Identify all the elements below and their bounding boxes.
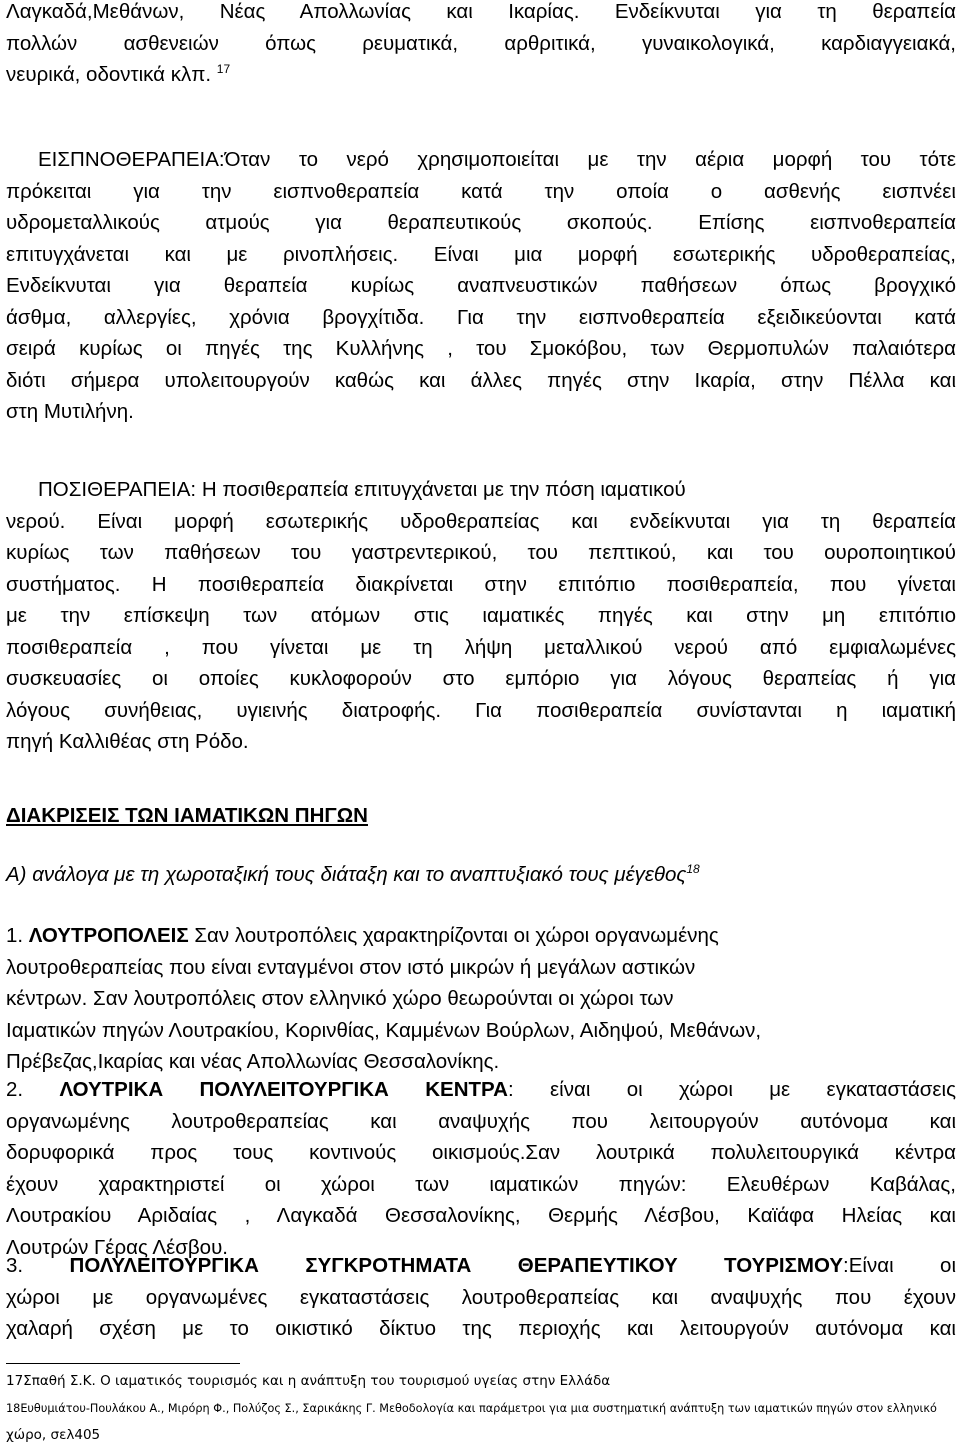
text-line-content: : Η ποσιθεραπεία επιτυγχάνεται με την πόση ιαματικού [190, 478, 686, 501]
list-number: 2. [6, 1078, 60, 1101]
text-line: κέντρων. Σαν λουτροπόλεις στον ελληνικό χώρο θεωρούνται οι χώροι των [6, 987, 674, 1010]
text-line: νερού. Είναι μορφή εσωτερικής υδροθεραπείας και ενδείκνυται για τη θεραπεία [6, 509, 956, 533]
list-number: 1. [6, 924, 29, 947]
text-line: Ενδείκνυται για θεραπεία κυρίως αναπνευστικών παθήσεων όπως βρογχικό [6, 274, 956, 297]
text-line-content: :Είναι οι [843, 1254, 957, 1277]
text-line: χώροι με οργανωμένες εγκαταστάσεις λουτροθεραπείας και αναψυχής που έχουν [6, 1285, 956, 1309]
inhalation-therapy-term: ΕΙΣΠΝΟΘΕΡΑΠΕΙΑ [38, 148, 219, 171]
text-line [6, 920, 956, 952]
footnote-18: 18Ευθυμιάτου-Πουλάκου Α., Μιρόρη Φ., Πολύζος Σ., Σαρικάκης Γ. Μεθοδολογία και παράμετροι για μια συστηματική ανάπτυξη των ιαματικών πηγών στον ελληνικό [6, 1402, 937, 1415]
text-line: πηγή Καλλιθέας στη Ρόδο. [6, 730, 249, 753]
text-line: συσκευασίες οι οποίες κυκλοφορούν στο εμπόριο για λόγους θεραπείας ή για [6, 667, 956, 690]
section-heading: ΔΙΑΚΡΙΣΕΙΣ ΤΩΝ ΙΑΜΑΤΙΚΩΝ ΠΗΓΩΝ [6, 804, 368, 827]
text-line: υδρομεταλλικούς ατμούς για θεραπευτικούς σκοπούς. Επίσης εισπνοθεραπεία [6, 211, 956, 234]
footnote-ref-17: 17 [216, 62, 231, 77]
multifunctional-centres-term: ΛΟΥΤΡΙΚΑ ΠΟΛΥΛΕΙΤΟΥΡΓΙΚΑ ΚΕΝΤΡΑ [59, 1078, 508, 1101]
text-line-content: : είναι οι χώροι με εγκαταστάσεις [507, 1078, 956, 1101]
footnote-ref-18: 18 [686, 862, 700, 877]
list-item-therapeutic-tourism-complexes [6, 1250, 956, 1345]
subheading-text: Α) ανάλογα με τη χωροταξική τους διάταξη και το αναπτυξιακό τους μέγεθος [6, 863, 687, 886]
text-line [6, 1250, 956, 1282]
text-line: έχουν χαρακτηριστεί οι χώροι των ιαματικών πηγών: Ελευθέρων Καβάλας, [6, 1172, 956, 1196]
text-line: οργανωμένης λουτροθεραπείας και αναψυχής που λειτουργούν αυτόνομα και [6, 1109, 956, 1133]
text-line: Ιαματικών πηγών Λουτρακίου, Κορινθίας, Καμμένων Βούρλων, Αιδηψού, Μεθάνων, [6, 1018, 762, 1042]
text-line: Πρέβεζας,Ικαρίας και νέας Απολλωνίας Θεσσαλονίκης. [6, 1050, 500, 1073]
paragraph-inhalation-therapy [6, 144, 956, 428]
text-line [6, 474, 956, 506]
paragraph-drinking-therapy [6, 474, 956, 758]
spa-towns-term: ΛΟΥΤΡΟΠΟΛΕΙΣ [28, 924, 189, 947]
text-line [6, 144, 956, 176]
text-line: επιτυγχάνεται και με ρινοπλήσεις. Είναι μια μορφή εσωτερικής υδροθεραπείας, [6, 242, 956, 266]
footnote-17: 17Σπαθή Σ.Κ. Ο ιαματικός τουρισμός και η ανάπτυξη του τουρισμού υγείας στην Ελλάδα [6, 1373, 611, 1389]
text-line: δορυφορικά προς τους κοντινούς οικισμούς.Σαν λουτρικά πολυλειτουργικά κέντρα [6, 1141, 956, 1164]
text-line: διότι σήμερα υπολειτουργούν καθώς και άλλες πηγές στην Ικαρία, στην Πέλλα και [6, 368, 956, 392]
paragraph-therapy-indications [6, 0, 956, 91]
text-line: στη Μυτιλήνη. [6, 400, 134, 423]
text-line: πρόκειται για την εισπνοθεραπεία κατά την οποία ο ασθενής εισπνέει [6, 179, 956, 203]
text-line: χαλαρή σχέση με το οικιστικό δίκτυο της περιοχής και λειτουργούν αυτόνομα και [6, 1317, 956, 1340]
text-line: άσθμα, αλλεργίες, χρόνια βρογχίτιδα. Για την εισπνοθεραπεία εξειδικεύονται κατά [6, 305, 956, 329]
text-line-content: Σαν λουτροπόλεις χαρακτηρίζονται οι χώροι οργανωμένης [188, 924, 719, 947]
text-line: σειρά κυρίως οι πηγές της Κυλλήνης , του Σμοκόβου, των Θερμοπυλών παλαιότερα [6, 337, 956, 360]
text-line: πολλών ασθενειών όπως ρευματικά, αρθριτικά, γυναικολογικά, καρδιαγγειακά, [6, 31, 956, 55]
drinking-therapy-term: ΠΟΣΙΘΕΡΑΠΕΙΑ [38, 478, 191, 501]
text-line: κυρίως των παθήσεων του γαστρεντερικού, του πεπτικού, και του ουροποιητικού [6, 541, 956, 564]
text-line: Λουτρών Γέρας Λέσβου. [6, 1235, 228, 1259]
text-line: συστήματος. Η ποσιθεραπεία διακρίνεται στην επιτόπιο ποσιθεραπεία, που γίνεται [6, 572, 956, 596]
section-subheading [6, 859, 700, 891]
text-line-content: :Όταν το νερό χρησιμοποιείται με την αέρια μορφή του τότε [218, 148, 956, 171]
list-item-multifunctional-centres [6, 1074, 956, 1263]
text-line: ποσιθεραπεία , που γίνεται με τη λήψη μεταλλικού νερού από εμφιαλωμένες [6, 635, 956, 659]
text-line: Λουτρακίου Αριδαίας , Λαγκαδά Θεσσαλονίκης, Θερμής Λέσβου, Καϊάφα Ηλείας και [6, 1204, 956, 1227]
text-line [6, 59, 956, 91]
list-number: 3. [6, 1254, 70, 1277]
therapeutic-tourism-term: ΠΟΛΥΛΕΙΤΟΥΡΓΙΚΑ ΣΥΓΚΡΟΤΗΜΑΤΑ ΘΕΡΑΠΕΥΤΙΚΟΥ ΤΟΥΡΙΣΜΟΥ [69, 1254, 844, 1277]
list-item-spa-towns [6, 920, 956, 1078]
text-line-content: νευρικά, οδοντικά κλπ. [6, 63, 212, 86]
footnote-separator [6, 1363, 240, 1364]
text-line: λουτροθεραπείας που είναι ενταγμένοι στον ιστό μικρών ή μεγάλων αστικών [6, 955, 696, 979]
text-line [6, 1074, 956, 1106]
footnotes [6, 1368, 956, 1449]
text-line: λόγους συνήθειας, υγιεινής διατροφής. Για ποσιθεραπεία συνίστανται η ιαματική [6, 698, 956, 722]
text-line: με την επίσκεψη των ατόμων στις ιαματικές πηγές και στην μη επιτόπιο [6, 604, 956, 627]
text-line: Λαγκαδά,Μεθάνων, Νέας Απολλωνίας και Ικαρίας. Ενδείκνυται για τη θεραπεία [6, 0, 956, 23]
footnote-18-continued: χώρο, σελ405 [6, 1427, 101, 1443]
